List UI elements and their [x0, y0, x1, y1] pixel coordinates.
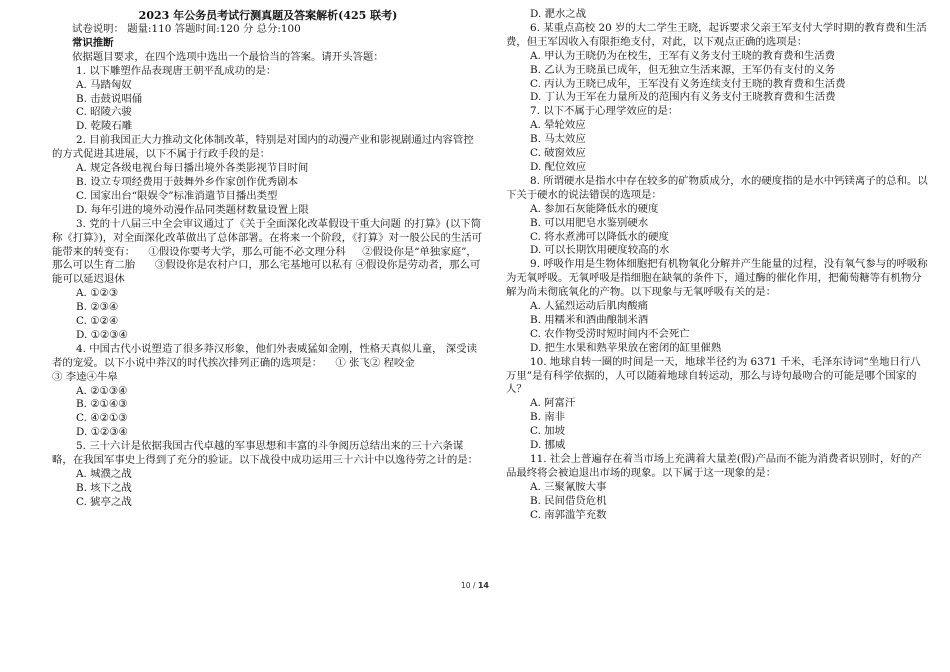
- answer-option: A. 规定各级电视台每日播出境外各类影视节目时间: [76, 162, 309, 175]
- exam-info: 试卷说明： 题量:110 答题时间:120 分 总分:100: [72, 23, 301, 35]
- answer-option: D. 挪威: [530, 439, 566, 452]
- answer-option: C. ①②④: [76, 315, 119, 328]
- answer-option: A. 三聚氰胺大事: [530, 480, 607, 493]
- answer-option: D. 可以长期饮用硬度较高的水: [530, 244, 670, 257]
- answer-option: C. 将水煮沸可以降低水的硬度: [530, 230, 669, 243]
- question-stem: 1. 以下雕塑作品表现唐王朝平乱成功的是：: [76, 64, 277, 77]
- page-total: 14: [477, 581, 489, 590]
- left-questions: [52, 65, 484, 510]
- answer-option: B. ②③④: [76, 301, 119, 314]
- question-stem: 6. 某重点高校 20 岁的大二学生王晓，起诉要求父亲王军支付大学时期的教育费和生活费，但王军因收入有限拒绝支付，对此，以下观点正确的选项是：: [506, 21, 927, 48]
- answer-option: C. 南郭滥竽充数: [530, 508, 607, 521]
- answer-option: D. 丁认为王军在力量所及的范围内有义务支付王晓教育费和生活费: [530, 91, 836, 104]
- answer-option: B. 垓下之战: [76, 481, 132, 494]
- answer-option: D. 每年引进的境外动漫作品同类题材数量设置上限: [76, 203, 309, 216]
- document-title: 2023 年公务员考试行测真题及答案解析(425 联考): [138, 9, 398, 22]
- question-stem: 9. 呼吸作用是生物体细胞把有机物氧化分解并产生能量的过程，没有氧气参与的呼吸称为无氧呼吸。无氧呼吸是指细胞在缺氧的条件下，通过酶的催化作用，把葡萄糖等有机物分解为尚未彻底氧化的产物。以下现象与无氧呼吸有关的是：: [506, 258, 928, 299]
- page-number: 10: [461, 581, 471, 590]
- answer-option: D. 乾陵石雕: [76, 120, 133, 133]
- answer-option: A. ①②③: [76, 287, 119, 300]
- answer-option: D. 配位效应: [530, 160, 587, 173]
- answer-option: C. ④②①③: [76, 412, 128, 425]
- answer-option: B. 设立专项经费用于鼓舞外乡作家创作优秀剧本: [76, 175, 299, 188]
- question-stem: 3. 党的十八届三中全会审议通过了《关于全面深化改革假设干重大问题 的打算》(以下简称《打算》)，对全面深化改革做出了总体部署。在将来一个阶段，《打算》对一般公民的生活可能带来的转变有： ①假设你要考大学，那么可能不必文理分科 ②假设你是“单独家庭”，那么可以生育二胎 ③假设你是农村户口，那么宅基地可以私有 ④假设你是劳动者，那么可能可以延迟退休: [52, 217, 483, 286]
- answer-option: C. 猇亭之战: [76, 495, 132, 508]
- right-column: [506, 8, 930, 523]
- answer-option: C. 农作物受涝时短时间内不会死亡: [530, 327, 690, 340]
- answer-option: A. 参加石灰能降低水的硬度: [530, 202, 659, 215]
- question-stem: 11. 社会上普遍存在着当市场上充满着大量差(假)产品而不能为消费者识别时，好的产品最终将会被迫退出市场的现象。以下属于这一现象的是：: [506, 453, 922, 479]
- question-stem: 5. 三十六计是依据我国古代卓越的军事思想和丰富的斗争阅历总结出来的三十六条谋略，在我国军事史上得到了充分的验证。以下战役中成功运用三十六计中以逸待劳之计的是：: [52, 440, 479, 467]
- answer-option: C. 昭陵六骏: [76, 106, 132, 119]
- answer-option: B. ②①④③: [76, 398, 128, 411]
- answer-option: A. 马踏匈奴: [76, 78, 132, 91]
- answer-option: B. 用糯米和酒曲酿制米酒: [530, 313, 649, 326]
- question-stem: 2. 目前我国正大力推动文化体制改革，特别是对国内的动漫产业和影视剧通过内容管控的方式促进其进展，以下不属于行政手段的是：: [52, 134, 474, 161]
- answer-option: B. 乙认为王晓虽已成年，但无独立生活来源，王军仍有支付的义务: [530, 63, 836, 76]
- answer-option: A. 城濮之战: [76, 468, 132, 480]
- answer-option: C. 破窗效应: [530, 147, 586, 160]
- section-heading: 常识推断: [72, 36, 114, 49]
- answer-option: D. ①②③④: [76, 328, 128, 341]
- answer-option: A. 阿富汗: [530, 397, 576, 410]
- question-stem: 8. 所谓硬水是指水中存在较多的矿物质成分，水的硬度指的是水中钙镁离子的总和。以下关于硬水的说法错误的选项是：: [506, 174, 928, 201]
- page-footer: [0, 581, 950, 590]
- text-line: ③ 李逵④牛皋: [52, 370, 118, 383]
- answer-option: B. 击鼓说唱俑: [76, 92, 143, 105]
- question-stem: 7. 以下不属于心理学效应的是：: [530, 105, 679, 118]
- page-separator: /: [470, 581, 478, 590]
- answer-option: A. 人猛烈运动后肌肉酸痛: [530, 300, 649, 313]
- instructions: 依据题目要求，在四个选项中选出一个最恰当的答案。请开头答题：: [72, 50, 384, 63]
- answer-option: A. 晕轮效应: [530, 119, 586, 132]
- answer-option: B. 民间借贷危机: [530, 494, 607, 507]
- answer-option: A. 甲认为王晓仍为在校生，王军有义务支付王晓的教育费和生活费: [530, 49, 836, 62]
- answer-option: C. 国家出台“限娱令”标准消遣节目播出类型: [76, 189, 278, 202]
- answer-option: C. 加坡: [530, 425, 565, 438]
- answer-option: D. 淝水之战: [530, 8, 587, 20]
- answer-option: A. ②①③④: [76, 384, 128, 397]
- question-stem: 4. 中国古代小说塑造了很多莽汉形象，他们外表威猛如金刚，性格天真似儿童， 深受读者的宠爱。以下小说中莽汉的时代挨次排列正确的选项是： ① 张飞② 程咬金: [52, 342, 477, 369]
- answer-option: C. 丙认为王晓已成年，王军没有义务连续支付王晓的教育费和生活费: [530, 77, 846, 90]
- answer-option: D. 把生水果和熟苹果放在密闭的缸里催熟: [530, 341, 722, 354]
- answer-option: D. ①②③④: [76, 426, 128, 439]
- left-column: [52, 8, 484, 510]
- answer-option: B. 南非: [530, 411, 566, 424]
- answer-option: B. 马太效应: [530, 133, 586, 146]
- right-questions: [506, 8, 930, 523]
- question-stem: 10. 地球自转一圈的时间是一天，地球半径约为 6371 千米，毛泽东诗词“坐地日行八万里”是有科学依据的，人可以随着地球自转运动，那么与诗句最吻合的可能是哪个国家的人？: [506, 355, 921, 396]
- answer-option: B. 可以用肥皂水鉴别硬水: [530, 216, 649, 229]
